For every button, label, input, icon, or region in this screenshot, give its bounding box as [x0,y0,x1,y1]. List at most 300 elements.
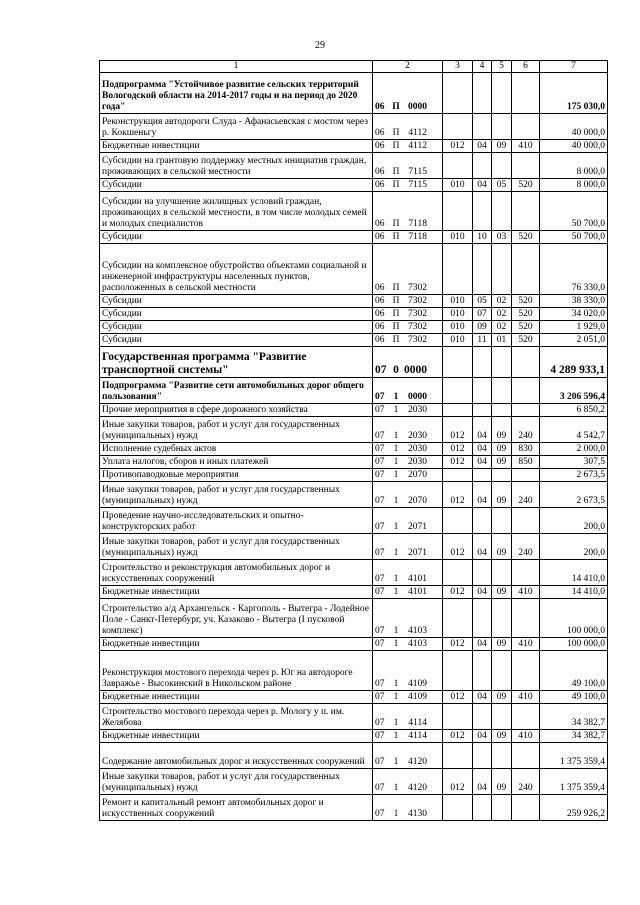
row-name: Прочие мероприятия в сфере дорожного хозяйства [100,404,373,417]
code-part: 06 [375,322,385,332]
row-rz: 04 [473,638,492,651]
code-part: П [392,128,400,138]
row-amount: 175 030,0 [540,73,608,114]
row-name: Проведение научно-исследовательских и опытно-конструкторских работ [100,508,373,534]
row-amount: 40 000,0 [540,140,608,153]
code-part: 1 [393,809,399,819]
code-part: 07 [375,431,385,441]
column-header-row [100,61,608,73]
code-part: 07 [375,809,385,819]
table-row [100,691,608,704]
budget-table [99,60,608,821]
row-pr [492,743,512,769]
table-row [100,560,608,586]
code-part: П [392,322,400,332]
row-name: Субсидии на грантовую поддержку местных инициатив граждан, проживающих в сельской местности [100,153,373,179]
table-row [100,378,608,404]
row-pr [492,651,512,691]
code-part: 06 [375,283,385,293]
row-amount: 2 673,5 [540,469,608,482]
code-part: П [392,309,400,319]
row-rz [473,114,492,140]
row-rz [473,378,492,404]
row-code [373,417,443,443]
row-amount: 4 542,7 [540,417,608,443]
code-part: П [392,232,400,242]
table-row [100,508,608,534]
code-part: 2030 [408,405,427,415]
row-pr: 09 [492,730,512,743]
row-kosgu [512,404,540,417]
code-part: 06 [375,219,385,229]
code-part: 07 [375,548,385,558]
code-part: 7118 [408,232,427,242]
row-name: Субсидии на улучшение жилищных условий граждан, проживающих в сельской местности, в том числе молодых семей и молодых специалистов [100,192,373,231]
row-pr: 09 [492,456,512,469]
row-code [373,769,443,795]
table-row [100,443,608,456]
row-kosgu [512,743,540,769]
code-part: 4101 [408,587,427,597]
row-code [373,560,443,586]
row-kosgu [512,560,540,586]
row-kosgu [512,244,540,295]
code-part: 06 [375,180,385,190]
row-vr: 010 [443,321,473,334]
code-part: 1 [393,718,399,728]
row-code [373,153,443,179]
table-row [100,469,608,482]
row-vr [443,73,473,114]
table-row [100,651,608,691]
row-amount: 100 000,0 [540,599,608,638]
row-pr: 01 [492,334,512,347]
code-part: 0000 [404,364,427,376]
row-amount: 2 673,5 [540,482,608,508]
row-code [373,321,443,334]
row-code [373,404,443,417]
row-code [373,114,443,140]
row-code [373,482,443,508]
code-part: 4103 [408,639,427,649]
row-name: Бюджетные инвестиции [100,586,373,599]
table-row [100,704,608,730]
row-code [373,334,443,347]
row-kosgu [512,73,540,114]
code-part: 7302 [408,296,427,306]
row-amount: 200,0 [540,534,608,560]
column-header: 4 [473,61,492,73]
row-rz: 04 [473,179,492,192]
row-vr [443,114,473,140]
code-part: 1 [393,405,399,415]
code-part: 07 [375,522,385,532]
row-kosgu [512,192,540,231]
row-name: Субсидии [100,295,373,308]
table-row [100,334,608,347]
row-name: Противопаводковые мероприятия [100,469,373,482]
column-header: 5 [492,61,512,73]
row-rz: 05 [473,295,492,308]
row-vr [443,704,473,730]
row-rz [473,244,492,295]
code-part: 2030 [408,444,427,454]
row-vr [443,347,473,378]
row-pr: 09 [492,534,512,560]
row-rz [473,347,492,378]
row-vr [443,192,473,231]
table-row [100,769,608,795]
code-part: 2070 [408,496,427,506]
code-part: П [392,283,400,293]
row-vr: 012 [443,456,473,469]
row-rz [473,795,492,821]
code-part: 1 [393,548,399,558]
row-amount: 2 000,0 [540,443,608,456]
row-kosgu: 520 [512,321,540,334]
page-number: 29 [315,40,325,51]
table-row [100,179,608,192]
row-name: Субсидии на комплексное обустройство объектами социальной и инженерной инфраструктуры населенных пунктов, расположенных в сельской местности [100,244,373,295]
row-code [373,599,443,638]
table-row [100,404,608,417]
row-amount: 76 330,0 [540,244,608,295]
row-rz: 04 [473,456,492,469]
row-name: Иные закупки товаров, работ и услуг для государственных (муниципальных) нужд [100,417,373,443]
code-part: 1 [393,522,399,532]
row-pr: 09 [492,638,512,651]
row-vr [443,795,473,821]
row-kosgu: 410 [512,638,540,651]
table-row [100,730,608,743]
row-pr [492,599,512,638]
row-amount: 34 382,7 [540,730,608,743]
row-code [373,534,443,560]
code-part: 1 [393,639,399,649]
row-rz [473,469,492,482]
code-part: 1 [393,470,399,480]
column-header: 2 [373,61,443,73]
row-pr: 09 [492,443,512,456]
code-part: 07 [375,679,385,689]
row-rz [473,508,492,534]
column-header: 1 [100,61,373,73]
code-part: 1 [393,392,399,402]
row-kosgu: 240 [512,769,540,795]
row-amount: 1 375 359,4 [540,743,608,769]
code-part: 4109 [408,679,427,689]
row-amount: 50 700,0 [540,192,608,231]
row-vr [443,404,473,417]
code-part: 4112 [408,128,427,138]
row-rz: 04 [473,691,492,704]
code-part: 07 [375,692,385,702]
code-part: 4114 [408,731,427,741]
row-name: Иные закупки товаров, работ и услуг для государственных (муниципальных) нужд [100,534,373,560]
row-rz [473,404,492,417]
row-name: Строительство и реконструкция автомобильных дорог и искусственных сооружений [100,560,373,586]
row-pr [492,192,512,231]
row-amount: 100 000,0 [540,638,608,651]
row-amount: 34 382,7 [540,704,608,730]
row-pr [492,795,512,821]
code-part: П [392,167,400,177]
code-part: 07 [375,718,385,728]
row-pr: 09 [492,691,512,704]
code-part: 06 [375,128,385,138]
code-part: 2071 [408,548,427,558]
code-part: П [392,141,400,151]
row-vr: 012 [443,482,473,508]
table-row [100,114,608,140]
row-kosgu: 520 [512,308,540,321]
row-amount: 1 929,0 [540,321,608,334]
row-pr [492,404,512,417]
row-rz [473,192,492,231]
row-pr [492,73,512,114]
row-kosgu: 410 [512,140,540,153]
row-vr: 012 [443,638,473,651]
row-vr: 012 [443,730,473,743]
code-part: 4120 [408,783,427,793]
code-part: П [392,102,400,112]
row-vr [443,378,473,404]
row-name: Ремонт и капитальный ремонт автомобильных дорог и искусственных сооружений [100,795,373,821]
code-part: 1 [393,731,399,741]
row-code [373,244,443,295]
row-rz: 04 [473,534,492,560]
row-rz: 04 [473,417,492,443]
row-vr [443,651,473,691]
row-pr: 02 [492,321,512,334]
row-code [373,586,443,599]
row-code [373,730,443,743]
row-code [373,231,443,244]
table-row [100,417,608,443]
code-part: 2030 [408,457,427,467]
row-code [373,73,443,114]
code-part: 07 [375,731,385,741]
row-rz [473,153,492,179]
row-kosgu [512,508,540,534]
code-part: 07 [375,757,385,767]
row-pr: 09 [492,140,512,153]
row-pr [492,704,512,730]
row-vr: 012 [443,691,473,704]
row-rz [473,599,492,638]
row-name: Бюджетные инвестиции [100,691,373,704]
table-row [100,638,608,651]
row-pr [492,347,512,378]
code-part: 06 [375,141,385,151]
row-amount: 3 206 596,4 [540,378,608,404]
row-rz: 11 [473,334,492,347]
code-part: 06 [375,309,385,319]
row-code [373,508,443,534]
code-part: П [392,219,400,229]
code-part: 1 [393,692,399,702]
code-part: 4120 [408,757,427,767]
row-rz: 09 [473,321,492,334]
code-part: 7302 [408,335,427,345]
table-row [100,586,608,599]
row-name: Иные закупки товаров, работ и услуг для государственных (муниципальных) нужд [100,769,373,795]
code-part: 0000 [408,102,427,112]
table-row [100,743,608,769]
code-part: 7302 [408,322,427,332]
row-amount: 307,5 [540,456,608,469]
row-vr: 010 [443,308,473,321]
row-code [373,456,443,469]
row-name: Реконструкция мостового перехода через р. Юг на автодороге Завражье - Высокинский в Никольском районе [100,651,373,691]
code-part: 1 [393,444,399,454]
row-vr [443,244,473,295]
row-code [373,691,443,704]
row-kosgu: 830 [512,443,540,456]
table-row [100,140,608,153]
code-part: 7302 [408,309,427,319]
row-code [373,469,443,482]
row-vr: 012 [443,443,473,456]
code-part: 4130 [408,809,427,819]
table-row [100,456,608,469]
row-name: Субсидии [100,334,373,347]
table-row [100,73,608,114]
code-part: 07 [375,470,385,480]
row-kosgu [512,153,540,179]
row-vr: 012 [443,586,473,599]
code-part: 07 [375,639,385,649]
row-vr: 010 [443,231,473,244]
row-amount: 6 850,2 [540,404,608,417]
row-code [373,140,443,153]
row-amount: 4 289 933,1 [540,347,608,378]
row-rz: 04 [473,443,492,456]
table-row [100,295,608,308]
row-pr [492,244,512,295]
column-header: 3 [443,61,473,73]
code-part: 06 [375,296,385,306]
code-part: 7118 [408,219,427,229]
row-rz: 04 [473,730,492,743]
row-name: Исполнение судебных актов [100,443,373,456]
row-vr [443,743,473,769]
row-code [373,179,443,192]
row-amount: 14 410,0 [540,586,608,599]
row-name: Строительство а/д Архангельск - Каргополь - Вытегра - Лодейное Поле - Санкт-Петербург, уч. Казаково - Вытегра (I пусковой комплекс) [100,599,373,638]
code-part: 06 [375,102,385,112]
row-name: Уплата налогов, сборов и иных платежей [100,456,373,469]
code-part: П [392,335,400,345]
table-row [100,795,608,821]
table-row [100,231,608,244]
code-part: 7115 [408,180,427,190]
row-kosgu: 520 [512,179,540,192]
code-part: 06 [375,232,385,242]
table-row [100,192,608,231]
row-amount: 2 051,0 [540,334,608,347]
row-pr: 09 [492,417,512,443]
code-part: 4112 [408,141,427,151]
row-pr: 09 [492,586,512,599]
row-pr: 02 [492,295,512,308]
row-name: Субсидии [100,321,373,334]
row-name: Бюджетные инвестиции [100,638,373,651]
row-kosgu [512,704,540,730]
row-kosgu [512,347,540,378]
row-amount: 50 700,0 [540,231,608,244]
code-part: 07 [375,392,385,402]
row-rz [473,743,492,769]
row-amount: 200,0 [540,508,608,534]
row-code [373,192,443,231]
row-kosgu: 240 [512,534,540,560]
row-kosgu: 410 [512,691,540,704]
code-part: 07 [375,405,385,415]
row-pr [492,114,512,140]
row-kosgu: 240 [512,417,540,443]
row-name: Содержание автомобильных дорог и искусственных сооружений [100,743,373,769]
code-part: 07 [375,457,385,467]
table-row [100,482,608,508]
row-kosgu: 240 [512,482,540,508]
code-part: 7115 [408,167,427,177]
code-part: 1 [393,574,399,584]
row-vr: 012 [443,534,473,560]
row-rz: 04 [473,769,492,795]
row-vr [443,469,473,482]
column-header: 7 [540,61,608,73]
code-part: 07 [375,587,385,597]
row-pr: 02 [492,308,512,321]
row-code [373,651,443,691]
code-part: 06 [375,335,385,345]
row-code [373,443,443,456]
code-part: 4101 [408,574,427,584]
row-kosgu: 410 [512,730,540,743]
row-code [373,743,443,769]
row-code [373,638,443,651]
row-rz: 10 [473,231,492,244]
row-vr: 010 [443,179,473,192]
row-vr: 012 [443,140,473,153]
row-pr: 03 [492,231,512,244]
code-part: 4114 [408,718,427,728]
row-kosgu [512,795,540,821]
row-vr [443,560,473,586]
row-amount: 49 100,0 [540,651,608,691]
code-part: 4103 [408,626,427,636]
row-vr [443,599,473,638]
code-part: 7302 [408,283,427,293]
row-rz: 04 [473,140,492,153]
row-pr: 09 [492,769,512,795]
row-name: Государственная программа "Развитие транспортной системы" [100,347,373,378]
row-kosgu: 520 [512,231,540,244]
code-part: 07 [375,626,385,636]
row-name: Подпрограмма "Развитие сети автомобильных дорог общего пользования" [100,378,373,404]
row-vr: 012 [443,417,473,443]
table-row [100,321,608,334]
row-code [373,347,443,378]
code-part: 1 [393,757,399,767]
code-part: 07 [375,496,385,506]
row-pr [492,153,512,179]
row-name: Реконструкция автодороги Слуда - Афанасьевская с мостом через р. Кокшеньгу [100,114,373,140]
row-rz: 04 [473,482,492,508]
row-amount: 259 926,2 [540,795,608,821]
row-kosgu: 410 [512,586,540,599]
